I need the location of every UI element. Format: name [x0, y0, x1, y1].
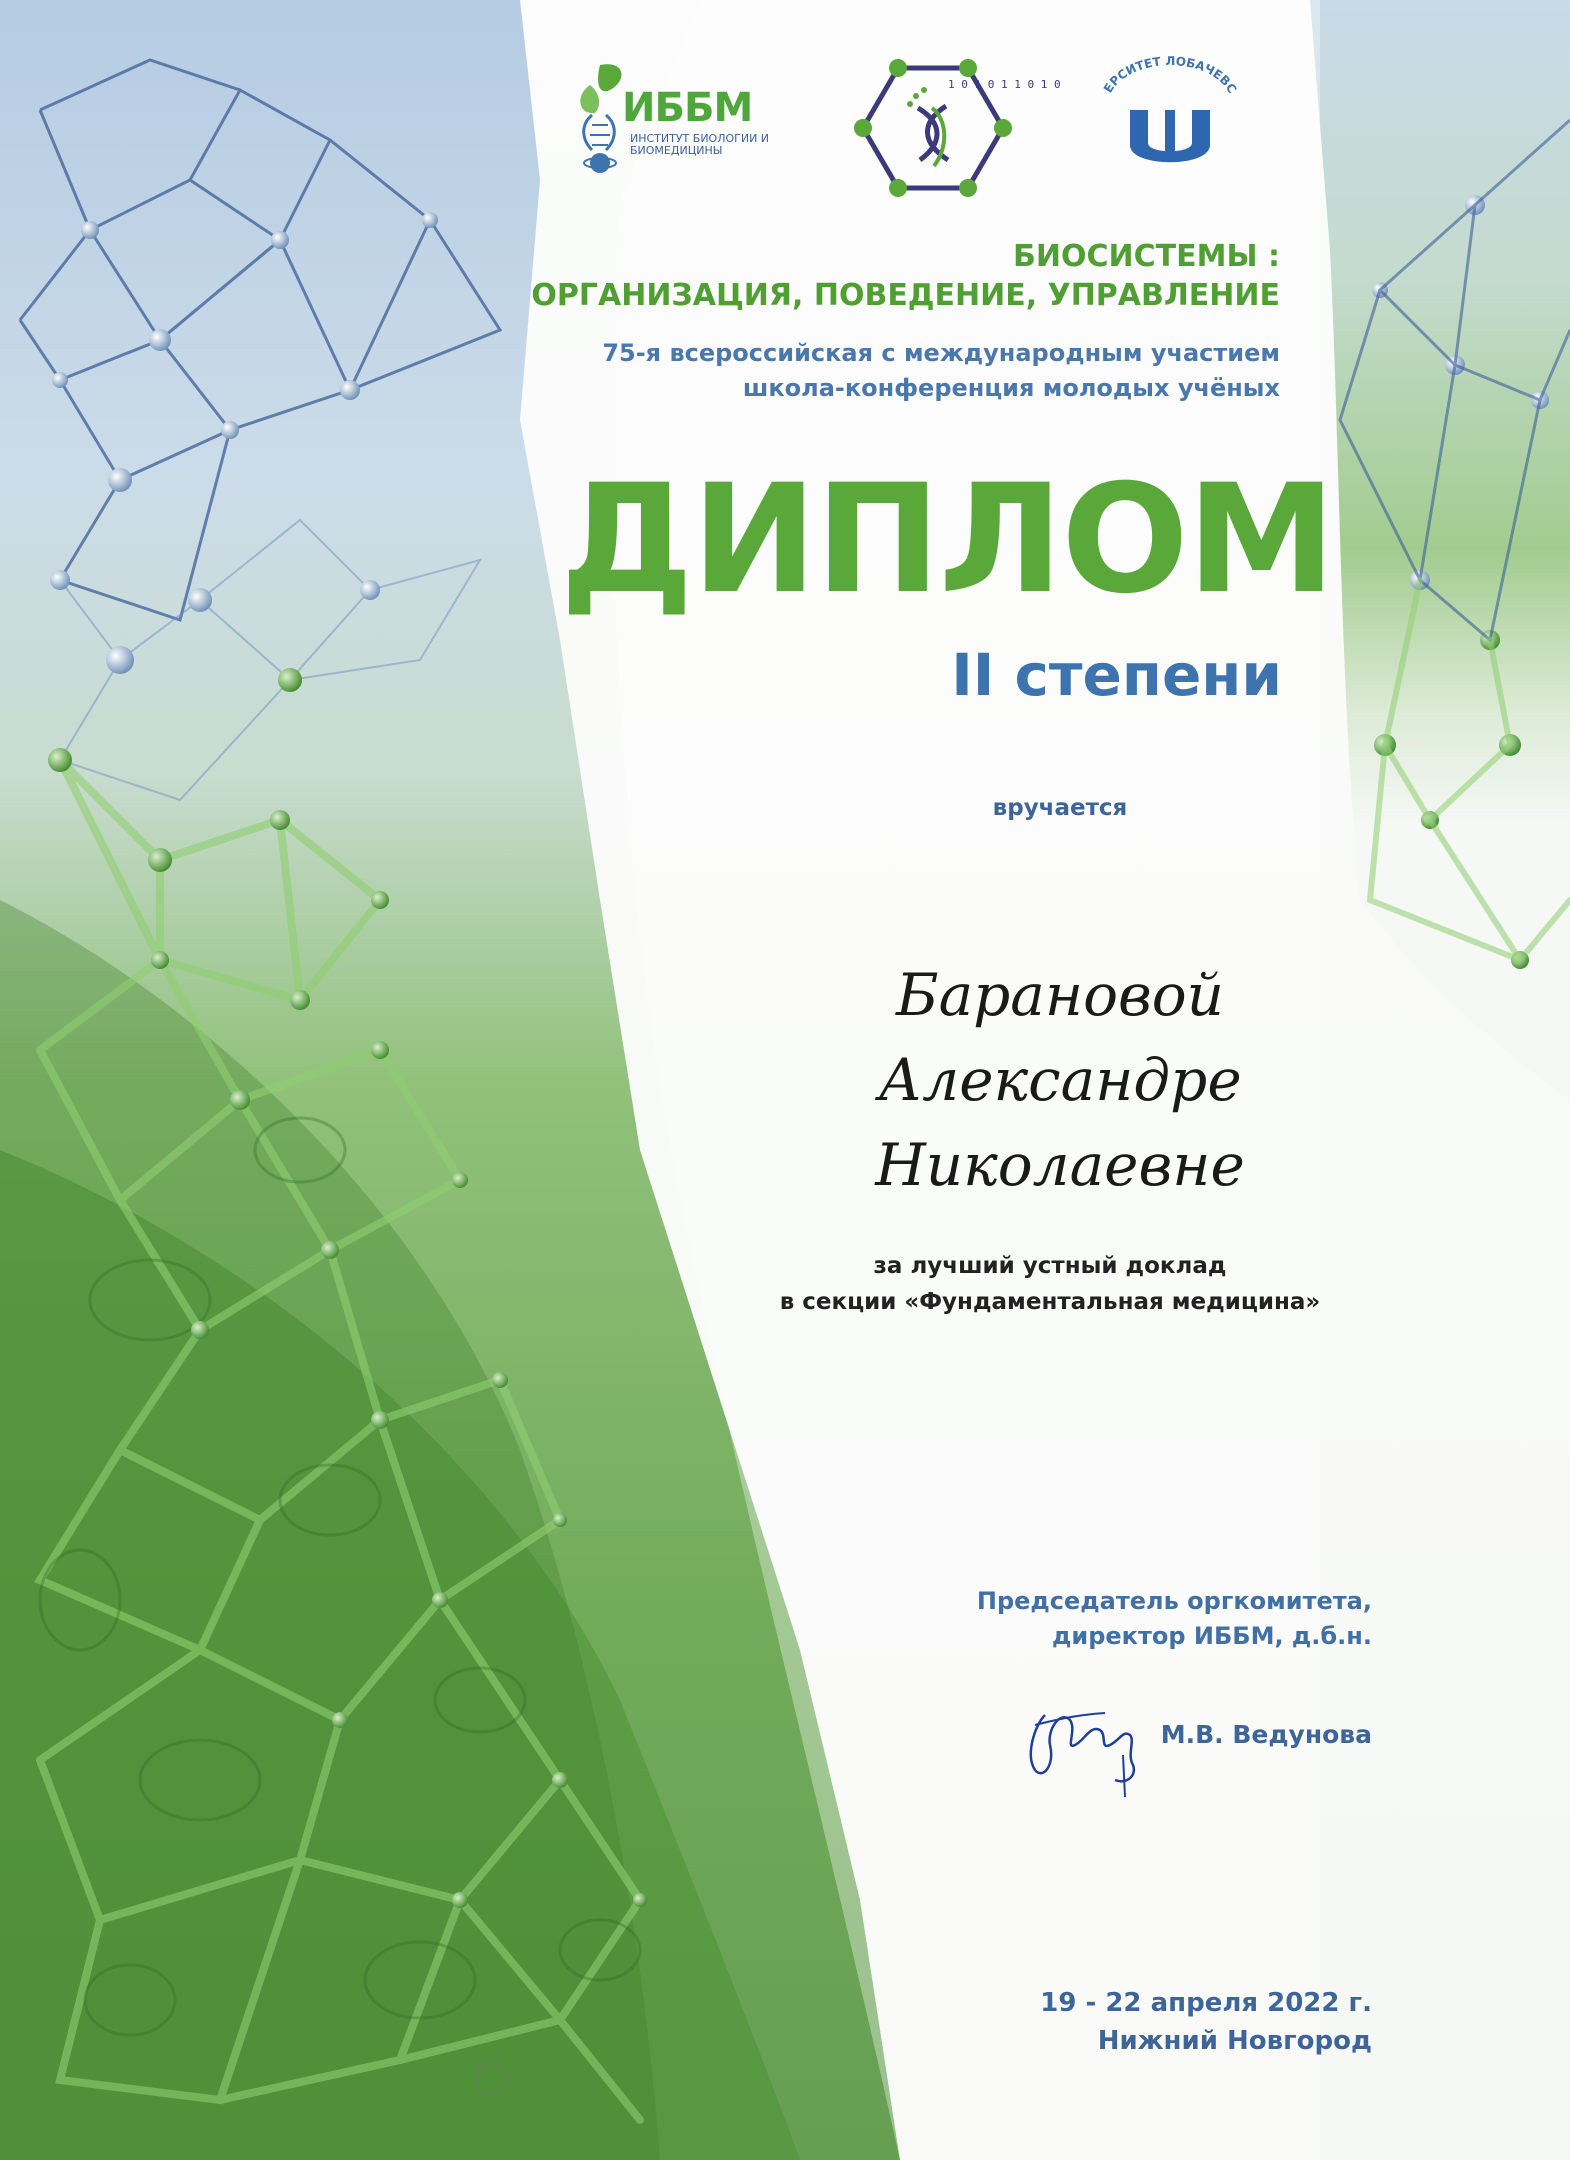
- svg-text:УНИВЕРСИТЕТ ЛОБАЧЕВСКОГО: [1095, 50, 1239, 96]
- recipient-first-name: Александре: [878, 1046, 1242, 1114]
- signatory-name: М.В. Ведунова: [1160, 1720, 1372, 1749]
- hexagon-dna-icon: [848, 48, 1061, 208]
- signatory-position-line2: директор ИББМ, д.б.н.: [1052, 1622, 1372, 1650]
- conference-subtitle-line1: 75-я всероссийская с международным участием: [602, 339, 1280, 367]
- university-logo: [1095, 50, 1245, 180]
- signatory-position-line1: Председатель оргкомитета,: [976, 1587, 1372, 1615]
- recipient-surname: Барановой: [895, 961, 1225, 1029]
- ibbm-logo: [570, 55, 770, 185]
- university-arc-text: ЕРСИТЕТ ЛОБАЧЕВС: [1100, 54, 1240, 96]
- diploma-title: ДИПЛОМ: [560, 453, 1335, 627]
- conference-subtitle-line2: школа-конференция молодых учёных: [742, 374, 1280, 402]
- conference-title-line2: ОРГАНИЗАЦИЯ, ПОВЕДЕНИЕ, УПРАВЛЕНИЕ: [531, 278, 1280, 313]
- awarded-label: вручается: [992, 795, 1128, 821]
- conference-logo: [848, 48, 1061, 208]
- award-reason-line2: в секции «Фундаментальная медицина»: [779, 1289, 1321, 1315]
- ibbm-logo-name: ИББМ: [622, 85, 753, 131]
- ibbm-logo-subtitle: ИНСТИТУТ БИОЛОГИИ И БИОМЕДИЦИНЫ: [630, 132, 770, 157]
- award-reason-line1: за лучший устный доклад: [873, 1253, 1227, 1279]
- printer-mark-icon: [475, 2062, 509, 2096]
- diploma-degree: II степени: [951, 641, 1282, 709]
- university-u-icon: [1095, 50, 1245, 180]
- binary-digits: 1 0 1 0 1 1 0 1 0: [948, 78, 1061, 91]
- conference-title-line1: БИОСИСТЕМЫ :: [1013, 239, 1280, 274]
- recipient-patronymic: Николаевне: [875, 1131, 1245, 1199]
- event-city: Нижний Новгород: [1097, 2026, 1372, 2056]
- event-date: 19 - 22 апреля 2022 г.: [1040, 1988, 1372, 2018]
- leaf-dna-icon: [570, 55, 630, 175]
